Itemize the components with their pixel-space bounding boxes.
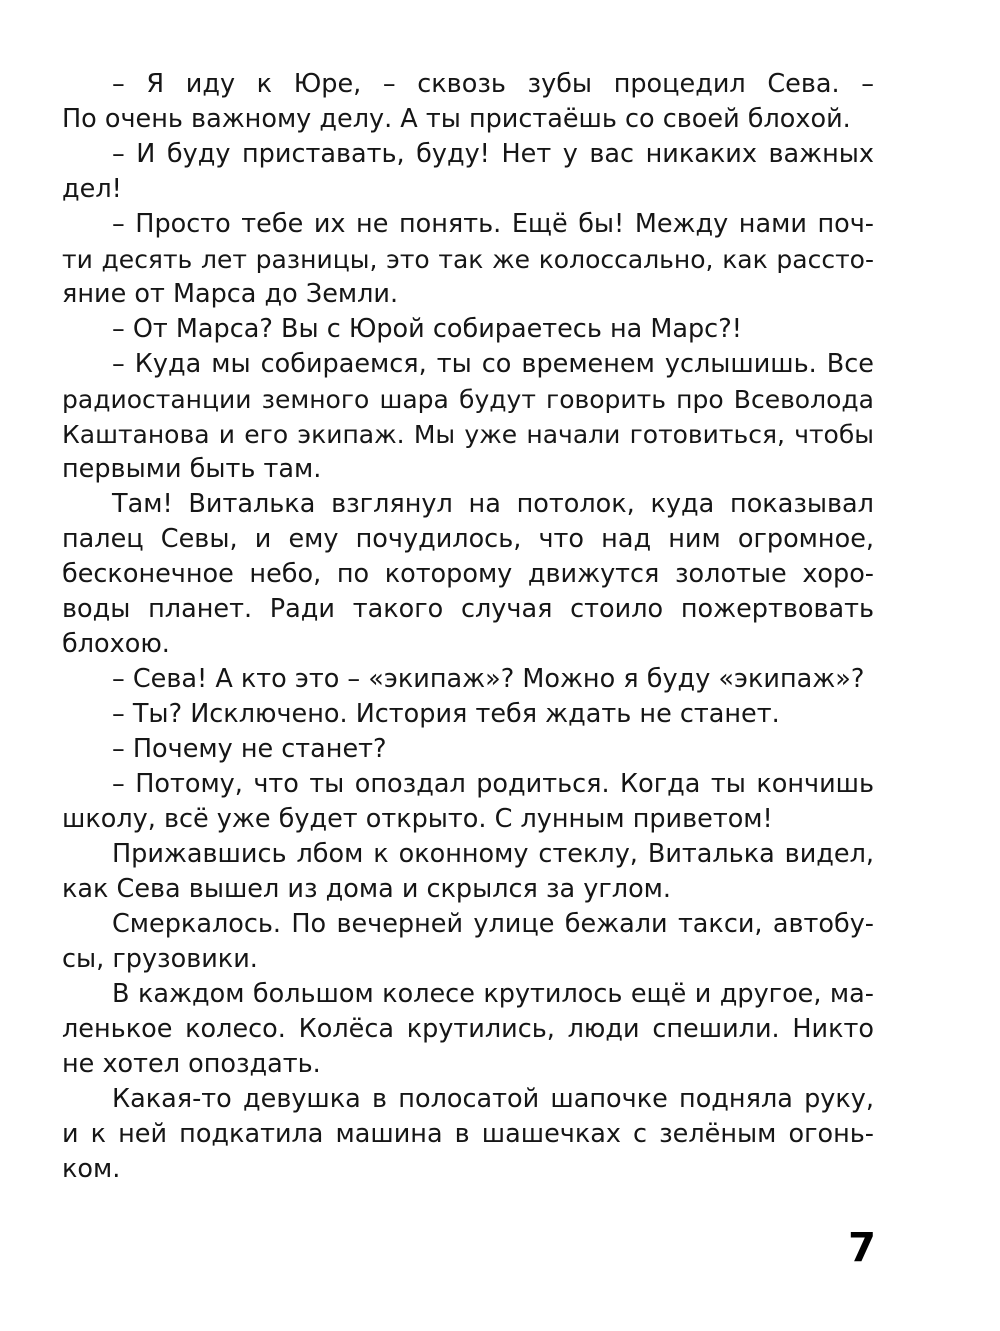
text-line: блохою. [62,629,170,659]
page-number: 7 [848,1225,876,1271]
text-line: ленькое колесо. Колёса крутились, люди спешили. Никто [62,1014,874,1044]
text-line: Смеркалось. По вечерней улице бежали такси, автобу- [112,909,874,939]
text-line: Там! Виталька взглянул на потолок, куда показывал [112,489,874,519]
text-line: – И буду приставать, буду! Нет у вас никаких важных [112,139,874,169]
text-line: Прижавшись лбом к оконному стеклу, Виталька видел, [112,839,874,869]
text-line: Какая-то девушка в полосатой шапочке подняла руку, [112,1084,874,1114]
text-line: ти десять лет разницы, это так же колоссально, как рассто- [62,245,874,274]
text-line: не хотел опоздать. [62,1049,321,1079]
text-line: сы, грузовики. [62,944,258,974]
text-line: – Ты? Исключено. История тебя ждать не станет. [112,699,780,729]
text-line: Каштанова и его экипаж. Мы уже начали готовиться, чтобы [62,420,874,449]
text-line: ком. [62,1154,121,1184]
text-line: дел! [62,174,122,204]
text-line: радиостанции земного шара будут говорить про Всеволода [62,385,874,414]
text-line: палец Севы, и ему почудилось, что над ним огромное, [62,524,874,554]
text-line: яние от Марса до Земли. [62,279,399,309]
text-line: В каждом большом колесе крутилось ещё и другое, ма- [112,979,874,1009]
text-line: воды планет. Ради такого случая стоило пожертвовать [62,594,874,624]
text-line: как Сева вышел из дома и скрылся за углом. [62,874,672,904]
text-line: школу, всё уже будет открыто. С лунным приветом! [62,804,773,834]
text-line: первыми быть там. [62,454,322,484]
text-line: – Потому, что ты опоздал родиться. Когда ты кончишь [112,769,874,799]
text-line: – От Марса? Вы с Юрой собираетесь на Марс?! [112,314,742,344]
text-line: – Я иду к Юре, – сквозь зубы процедил Сева. – [112,69,874,99]
text-line: бесконечное небо, по которому движутся золотые хоро- [62,559,874,589]
text-line: – Просто тебе их не понять. Ещё бы! Между нами поч- [112,209,874,239]
body-text [62,67,874,1187]
text-line: – Почему не станет? [112,734,387,764]
text-line: и к ней подкатила машина в шашечках с зелёным огонь- [62,1119,874,1149]
text-line: – Сева! А кто это – «экипаж»? Можно я буду «экипаж»? [112,664,865,694]
text-line: По очень важному делу. А ты пристаёшь со своей блохой. [62,104,851,134]
text-line: – Куда мы собираемся, ты со временем услышишь. Все [112,349,874,379]
